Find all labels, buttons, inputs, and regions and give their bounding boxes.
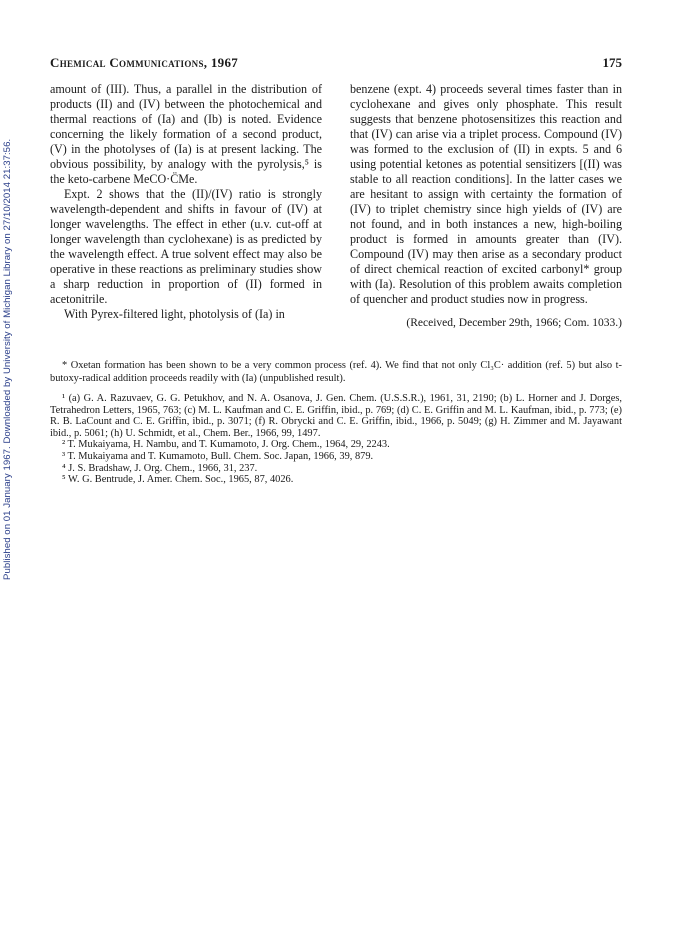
side-note	[0, 0, 20, 600]
paragraph: Expt. 2 shows that the (II)/(IV) ratio is strongly wavelength-dependent and shifts in favour of (IV) at longer wavelengths. The effect in ether (u.v. cut-off at longer wavelength than cyclohexane) is as predicted by the wavelength effect. A true solvent effect may also be operative in these reactions as preliminary studies show a sharp reduction in proportion of (II) formed in acetonitrile.	[50, 187, 322, 306]
paragraph: amount of (III). Thus, a parallel in the distribution of products (II) and (IV) between the photochemical and thermal reactions of (Ia) and (Ib) is noted. Evidence concerning the likely formation of a second product, (V) in the photolyses of (Ia) is at present lacking. The obvious possibility, by analogy with the pyrolysis,⁵ is the keto-carbene MeCO·C̈Me.	[50, 82, 322, 186]
received-date: (Received, December 29th, 1966; Com. 1033.)	[406, 317, 622, 329]
running-header	[50, 55, 622, 71]
download-watermark: Published on 01 January 1967. Downloaded by University of Michigan Library on 27/10/2014 21:37:56.	[2, 138, 13, 580]
journal-title: Chemical Communications, 1967	[50, 55, 239, 70]
reference-item: ³ T. Mukaiyama and T. Kumamoto, Bull. Chem. Soc. Japan, 1966, 39, 879.	[62, 450, 374, 462]
reference-item: ⁴ J. S. Bradshaw, J. Org. Chem., 1966, 31, 237.	[62, 462, 258, 474]
footnotes	[50, 360, 622, 385]
left-column	[50, 82, 322, 322]
reference-item: ² T. Mukaiyama, H. Nambu, and T. Kumamoto, J. Org. Chem., 1964, 29, 2243.	[62, 439, 390, 451]
page-number: 175	[602, 55, 622, 70]
right-column	[350, 82, 622, 331]
footnote: * Oxetan formation has been shown to be a very common process (ref. 4). We find that not only Cl₃C· addition (ref. 5) but also t-butoxy-radical addition proceeds readily with (Ia) (unpublished result).	[50, 360, 622, 384]
paragraph: benzene (expt. 4) proceeds several times faster than in cyclohexane and gives only phosphate. This result suggests that benzene photosensitizes this reaction and that (IV) can arise via a triplet process. Compound (IV) was formed to the exclusion of (II) in expts. 5 and 6 using potential ketones as potential sensitizers [(II) was stable to all reaction conditions]. In the latter cases we are hesitant to assign with certainty the formation of (IV) to triplet chemistry since high yields of (IV) are not found, and in both instances a new, high-boiling product is formed in amounts greater than (IV). Compound (IV) may then arise as a secondary product of direct chemical reaction of excited carbonyl* group with (Ia). Resolution of this problem awaits completion of quencher and product studies now in progress.	[350, 82, 622, 306]
references	[50, 393, 622, 486]
reference-item: ⁵ W. G. Bentrude, J. Amer. Chem. Soc., 1965, 87, 4026.	[62, 474, 294, 486]
paragraph: With Pyrex-filtered light, photolysis of (Ia) in	[64, 307, 285, 321]
reference-item: ¹ (a) G. A. Razuvaev, G. G. Petukhov, and N. A. Osanova, J. Gen. Chem. (U.S.S.R.), 1961, 31, 2190; (b) L. Horner and J. Dorges, Tetrahedron Letters, 1965, 763; (c) M. L. Kaufman and C. E. Griffin, ibid., p. 769; (d) C. E. Griffin and M. L. Kaufman, ibid., p. 773; (e) R. B. LaCount and C. E. Griffin, ibid., p. 3071; (f) R. Obrycki and C. E. Griffin, ibid., 1966, p. 5049; (g) H. Zimmer and M. Jayawant ibid., p. 5061; (h) U. Schmidt, et al., Chem. Ber., 1966, 99, 1497.	[50, 393, 622, 439]
